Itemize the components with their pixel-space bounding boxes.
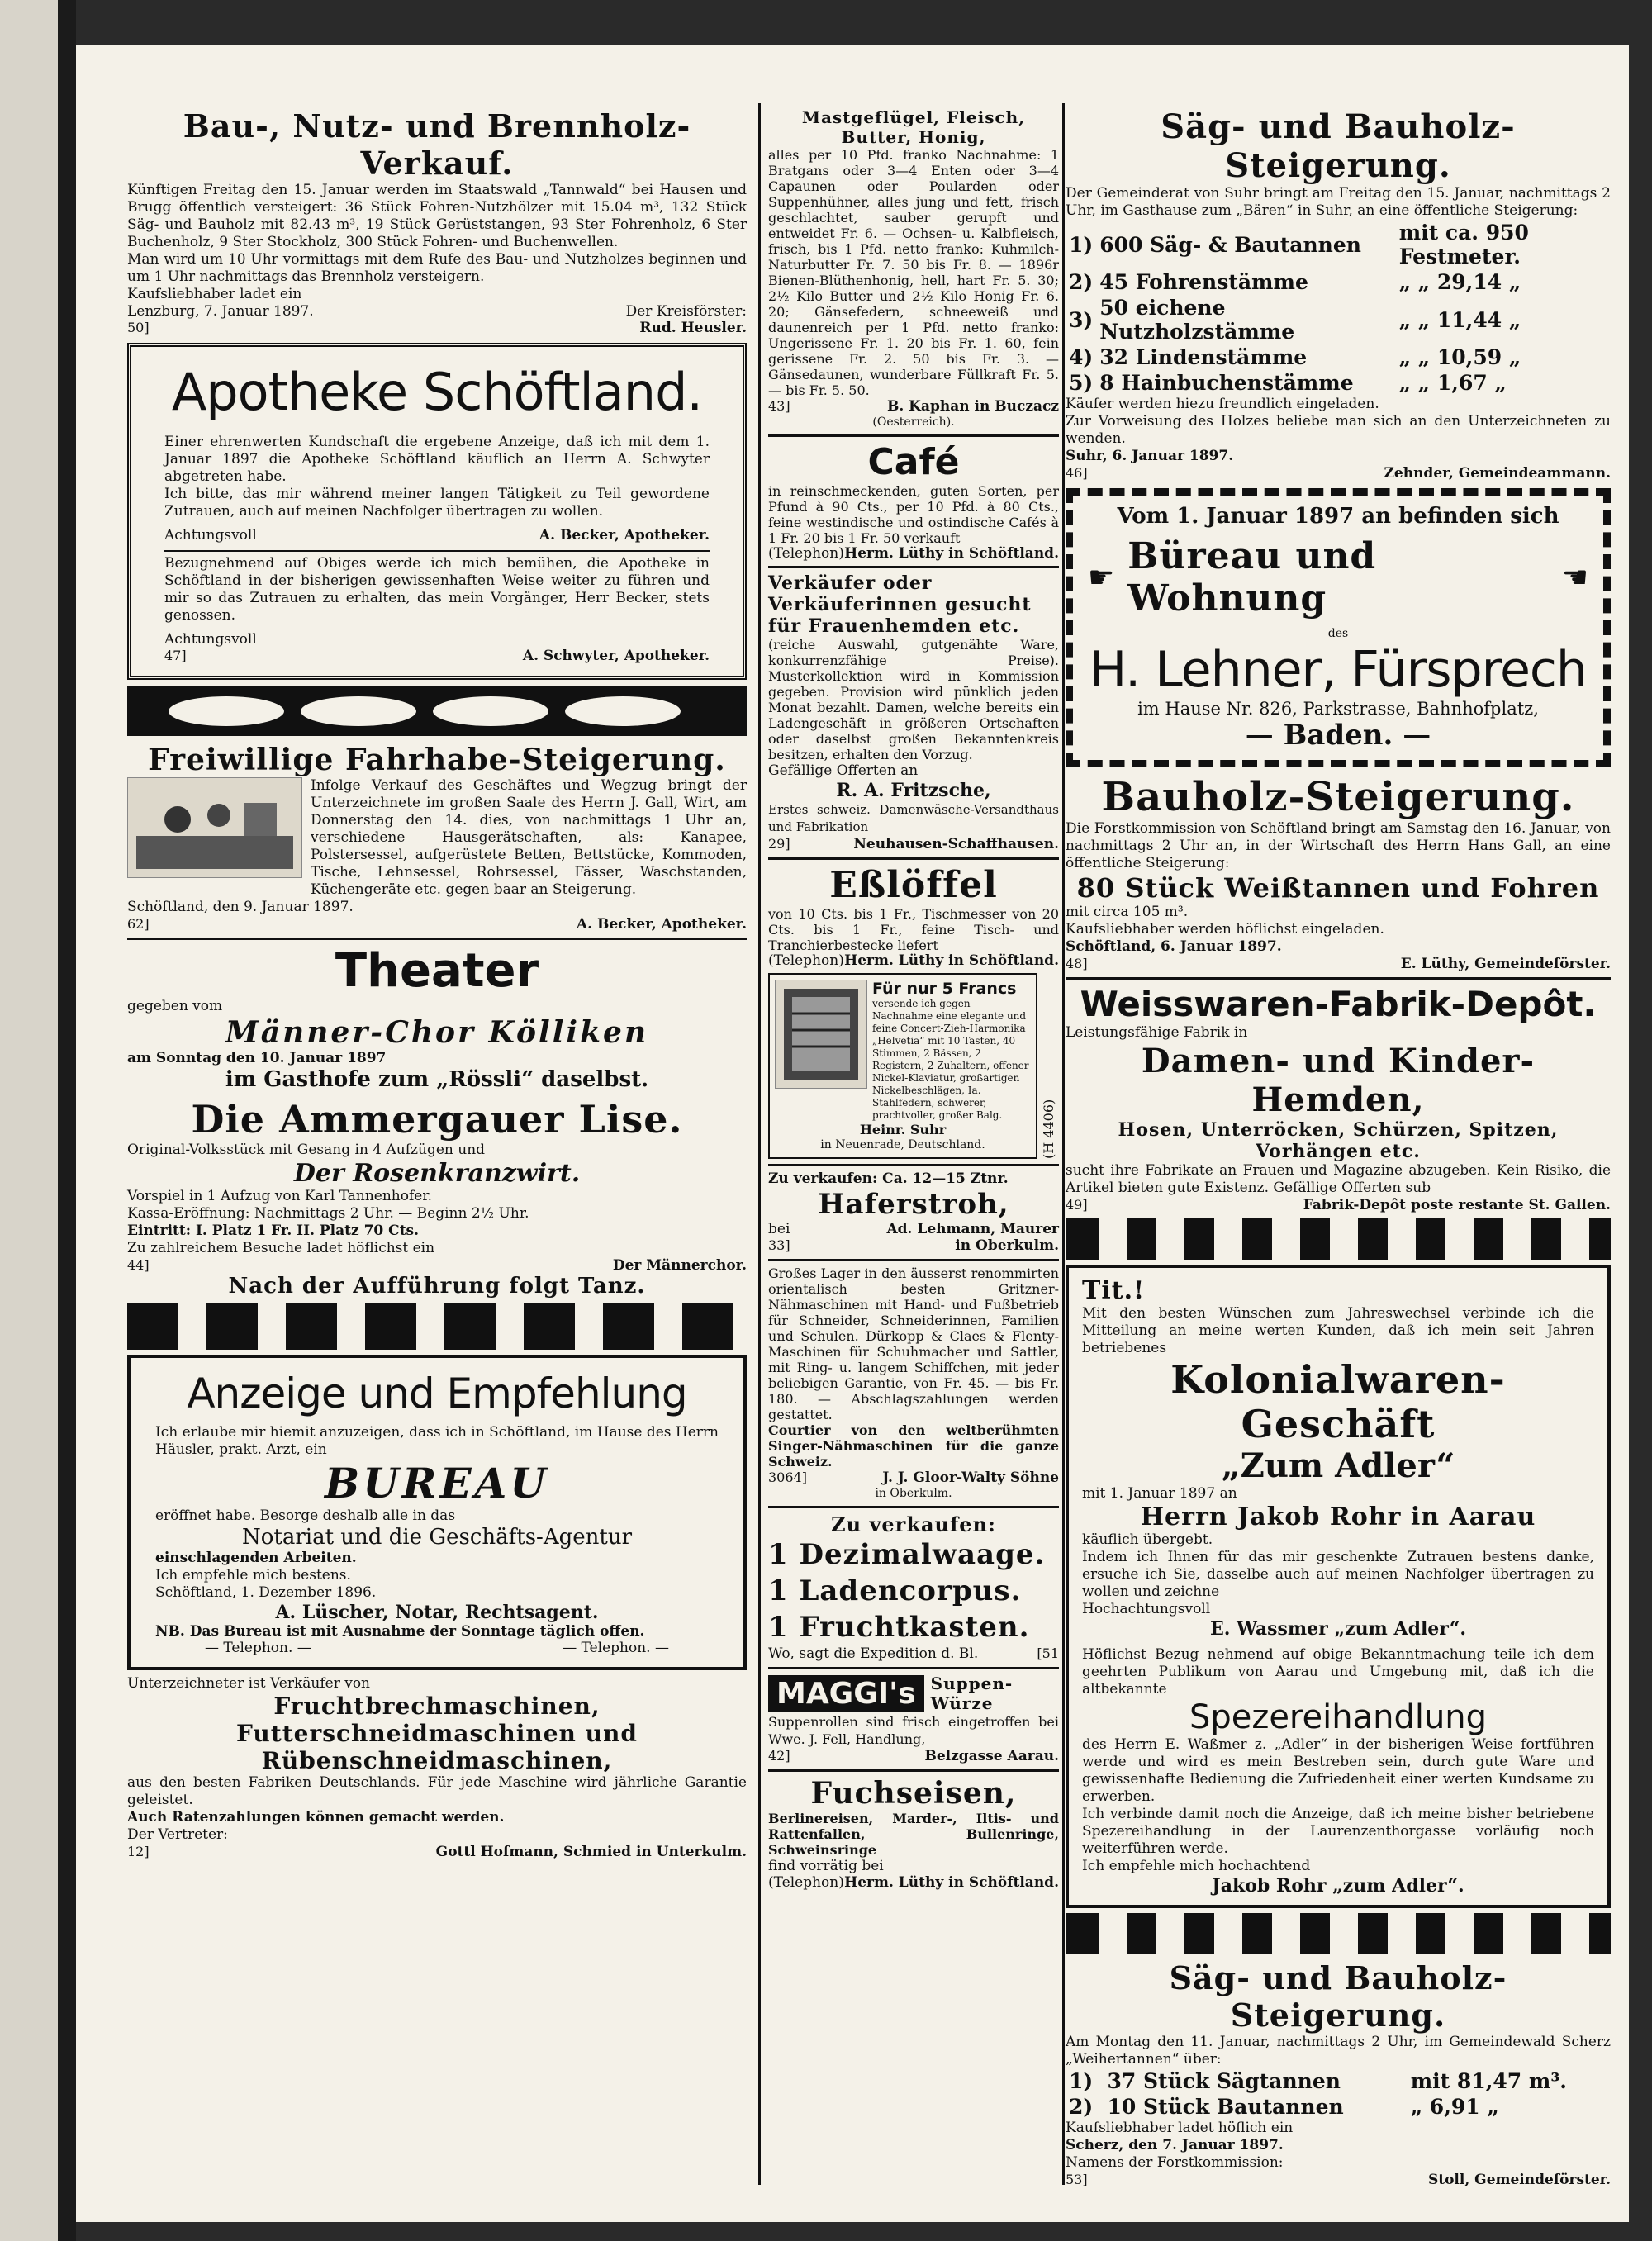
ad-saeg-suhr [1066,107,1611,482]
ad-signer: B. Kaphan in Buczacz [886,398,1059,415]
ad-text: Kaufsliebhaber werden höflichst eingeladen. [1066,921,1384,938]
ad-code: 44] [127,1257,150,1273]
lot-qty: mit 81,47 m³. [1410,2069,1568,2093]
ad-signer: Rud. Heusler. [639,320,747,336]
ad-body: Höflichst Bezug nehmend auf obige Bekanntmachung teile ich dem geehrten Publikum von Aarau und Umgebung mit, daß ich die altbekannte [1082,1646,1594,1697]
ad-body: Ich empfehle mich bestens. [155,1567,351,1583]
lot-item: 32 Lindenstämme [1099,345,1308,369]
ad-code: 43] [768,398,790,414]
ad-text: bei [768,1221,790,1237]
ad-body: Ich verbinde damit noch die Anzeige, daß ich meine bisher betriebene Spezereihandlung in der Laurenzenthorgasse vorläufig noch weiterführen werde. [1082,1806,1594,1857]
ad-body: Gefällige Offerten an [768,762,919,779]
ad-waage [768,1512,1059,1662]
lot-qty: „ „ 29,14 „ [1398,270,1521,294]
ad-title: Suppen-Würze [930,1674,1014,1713]
ad-adler [1066,1265,1611,1908]
ad-code: 48] [1066,956,1088,971]
ad-body: alles per 10 Pfd. franko Nachnahme: 1 Bratgans oder 3—4 Enten oder 3—4 Capaunen oder Poularden oder Suppenhühner, alles jung und fett, frisch geschlachtet, sauber gerupft und entweidet Fr. 6. — Ochsen- u. Kalbfleisch, frisch, bis 1 Pfd. netto franko: Kuhmilch-Naturbutter Fr. 7. 50 bis Fr. 8. — 1896r Bienen-Blüthenhonig, hell, hart Fr. 5. 30; 2½ Kilo Butter und 2½ Kilo Honig Fr. 6. 20; Gänsefedern, schneeweiß und daunenreich per 1 Pfd. netto franko: Ungerissene Fr. 1. 20 bis Fr. 1. 60, fein gerissene Fr. 2. 50 bis Fr. 3. — Gänsedaunen, wunderbare Füllkraft Fr. 5. — bis Fr. 5. 50. [768,147,1059,398]
ad-title: Fuchseisen, [810,1776,1017,1811]
ad-body: Infolge Verkauf des Geschäftes und Wegzug bringt der Unterzeichnete im großen Saale des Herrn J. Gall, Wirt, am Donnerstag den 14. dies, von nachmittags 1 Uhr an, verschiedene Hausgerätschaften, als: Kanapee, Polstersessel, aufgerüstete Betten, Bettstücke, Kommoden, Tische, Lehnsessel, Rohrsessel, Fässer, Waschstanden, Küchengeräte etc. gegen baar an Steigerung. [311,777,747,898]
lot-n: 2) [1069,270,1094,294]
ad-harmonika [768,973,1059,1159]
ad-holz-verkauf [127,107,747,336]
ad-greeting: Achtungsvoll [164,631,257,648]
ornament-rule [1066,1218,1611,1260]
ad-big: 80 Stück Weißtannen und Fohren [1076,872,1600,904]
ad-text: Zu zahlreichem Besuche ladet höflichst ein [127,1240,435,1256]
ad-signer: R. A. Fritzsche, [836,780,991,801]
lot-n: 1) [1069,2069,1094,2093]
lot-item: 37 Stück Sägtannen [1107,2069,1341,2093]
ad-place: in Oberkulm. [955,1237,1059,1254]
ad-place: Schöftland, den 9. Januar 1897. [127,899,354,915]
ad-apotheke [127,343,747,680]
ad-place: Schöftland, 1. Dezember 1896. [155,1584,377,1601]
lot-row [1066,370,1611,396]
ad-buyer: Herrn Jakob Rohr in Aarau [1140,1503,1536,1531]
ad-salutation: Tit.! [1082,1276,1146,1305]
ornament-rule [127,1303,747,1350]
ad-title: Weisswaren-Fabrik-Depôt. [1080,984,1597,1024]
ad-text: find vorrätig bei [768,1858,884,1874]
ad-code: 12] [127,1844,150,1859]
ad-signer: Herm. Lüthy in Schöftland. [844,545,1059,562]
ad-title: Säg- und Bauholz-Steigerung. [1161,107,1516,185]
auction-illustration [127,777,302,878]
ad-place: Scherz, den 7. Januar 1897. [1066,2137,1284,2153]
ad-greeting: Achtungsvoll [164,527,257,544]
ad-club: Männer-Chor Kölliken [225,1015,649,1050]
ad-signer: Gottl Hofmann, Schmied in Unterkulm. [435,1844,747,1860]
ad-body: Die Forstkommission von Schöftland bringt am Samstag den 16. Januar, von nachmittags 2 Uhr an, in der Wirtschaft des Herrn Hans Gall, an eine öffentliche Steigerung: [1066,820,1611,871]
ad-service: Notariat und die Geschäfts-Agentur [242,1525,632,1550]
lots-table [1066,220,1611,396]
ad-code: 49] [1066,1197,1088,1213]
pointing-hand-icon: ☛ [1088,560,1115,595]
ad-text: Nach der Aufführung folgt Tanz. [228,1274,646,1299]
ad-title: Haferstroh, [818,1188,1009,1221]
ad-body: Ich bitte, das mir während meiner langen Tätigkeit zu Teil gewordene Zutrauen, auch auf meinen Nachfolger übertragen zu wollen. [164,486,710,520]
column-rule [1062,103,1065,2185]
ad-signer: Jakob Rohr „zum Adler“. [1212,1875,1464,1897]
ad-scherz [1066,1959,1611,2188]
ad-code: 29] [768,836,790,852]
ad-city: — Baden. — [1245,719,1431,752]
ad-body: von 10 Cts. bis 1 Fr., Tischmesser von 20 Cts. bis 1 Fr., feine Tisch- und Tranchierbestecke liefert [768,906,1059,953]
ad-code: 53] [1066,2172,1088,2187]
ad-bauholz [1066,774,1611,972]
ornament-rule [127,686,747,736]
ad-title: Fruchtbrechmaschinen, Futterschneidmaschinen und Rübenschneidmaschinen, [236,1693,638,1774]
ad-signer: Herm. Lüthy in Schöftland. [844,952,1059,969]
ornament-rule [1066,1913,1611,1954]
ad-body: Berlinereisen, Marder-, Iltis- und Rattenfallen, Bullenringe, Schweinsringe [768,1811,1059,1858]
ad-lehner [1066,488,1611,767]
ad-body: Indem ich Ihnen für das mir geschenkte Zutrauen bestens danke, ersuche ich Sie, dasselbe auch auf meinen Nachfolger übertragen zu wollen und zeichne [1082,1549,1594,1600]
ad-verkaeufer [768,572,1059,852]
ad-maschinen [127,1675,747,1860]
lot-row [1066,2068,1611,2094]
ad-fuchseisen [768,1776,1059,1890]
ad-body: Man wird um 10 Uhr vormittags mit dem Rufe des Bau- und Nutzholzes beginnen und um 1 Uhr nachmittags das Brennholz versteigern. [127,251,747,285]
ad-body: eröffnet habe. Besorge deshalb alle in das [155,1507,456,1524]
ad-items: Hosen, Unterröcken, Schürzen, Spitzen, Vorhängen etc. [1118,1119,1559,1162]
ad-weisswaren [1066,984,1611,1213]
ad-office: Der Vertreter: [127,1826,228,1843]
ad-essloeffel [768,864,1059,968]
ad-signer: A. Becker, Apotheker. [576,916,747,933]
ad-shop: Spezereihandlung [1189,1698,1488,1736]
ad-office: Namens der Forstkommission: [1066,2154,1284,2171]
ad-title: Freiwillige Fahrhabe-Steigerung. [148,743,726,777]
ad-text: Leistungsfähige Fabrik in [1066,1024,1248,1041]
ad-code: 47] [164,648,187,663]
ad-text: Vorspiel in 1 Aufzug von Karl Tannenhofer. [127,1188,432,1204]
ad-code: 50] [127,320,150,335]
ad-body: Einer ehrenwerten Kundschaft die ergebene Anzeige, daß ich mit dem 1. Januar 1897 die Apotheke Schöftland käuflich an Herrn A. Schwyter abgetreten habe. [164,434,710,485]
ad-body: aus den besten Fabriken Deutschlands. Für jede Maschine wird jährliche Garantie geleistet. [127,1774,747,1808]
harmonika-illustration [775,980,867,1089]
newspaper-page [76,45,1629,2222]
ad-title: Für nur 5 Francs [872,980,1017,998]
ad-place: in Neuenrade, Deutschland. [820,1138,985,1151]
ad-signer: A. Becker, Apotheker. [539,527,710,544]
ad-office: Der Kreisförster: [625,303,747,320]
ad-body: Bezugnehmend auf Obiges werde ich mich bemühen, die Apotheke in Schöftland in der bisherigen gewissenhaften Weise weiter zu führen und mir so das Zutrauen zu erhalten, das mein Vorgänger, Herr Becker, stets genossen. [164,555,710,624]
ad-body: Auch Ratenzahlungen können gemacht werden. [127,1809,505,1826]
telephon-label: — Telephon. — [563,1640,669,1656]
ad-maggi [768,1674,1059,1764]
ad-title: Büreau und Wohnung [1127,535,1377,620]
ad-prices: Eintritt: I. Platz 1 Fr. II. Platz 70 Cts. [127,1223,420,1239]
lot-row [1066,2094,1611,2120]
lot-item: 8 Hainbuchenstämme [1099,371,1354,395]
lot-item: 50 eichene Nutzholzstämme [1099,296,1295,344]
column-left [127,107,747,1865]
ad-body: Künftigen Freitag den 15. Januar werden im Staatswald „Tannwald“ bei Hausen und Brugg öffentlich versteigert: 36 Stück Fohren-Nutzhölzer mit 15.04 m³, 132 Stück Säg- und Bauholz mit 82.43 m³, 19 Stück Gerüststangen, 93 Ster Fohrenholz, 6 Ster Buchenholz, 9 Ster Stockholz, 300 Stück Fohren- und Buchenwellen. [127,182,747,250]
ad-place: Belzgasse Aarau. [924,1748,1059,1764]
ad-place: Schöftland, 6. Januar 1897. [1066,938,1282,955]
ad-text: gegeben vom [127,998,223,1014]
waage-item: 1 Fruchtkasten. [768,1611,1030,1644]
ad-title: Bauholz-Steigerung. [1101,774,1575,820]
ad-place: in Oberkulm. [875,1487,952,1500]
ad-service: einschlagenden Arbeiten. [155,1550,357,1566]
ad-title: Verkäufer oder Verkäuferinnen gesucht für Frauenhemden etc. [768,572,1032,637]
ad-greeting: Hochachtungsvoll [1082,1601,1211,1617]
ad-address: im Hause Nr. 826, Parkstrasse, Bahnhofplatz, [1137,699,1539,719]
ad-code: 46] [1066,465,1088,481]
ad-body: in reinschmeckenden, guten Sorten, per Pfund à 90 Cts., per 10 Pfd. à 80 Cts., feine westindische und ostindische Cafés à 1 Fr. 20 bis 1 Fr. 50 verkauft [768,483,1059,546]
lot-item: 10 Stück Bautannen [1107,2095,1344,2119]
ad-venue: im Gasthofe zum „Rössli“ daselbst. [225,1067,649,1092]
lot-qty: „ „ 10,59 „ [1398,345,1521,369]
ad-body: Courtier von den weltberühmten Singer-Nähmaschinen für die ganze Schweiz. [768,1422,1059,1469]
ad-play: Der Rosenkranzwirt. [293,1159,581,1188]
ad-intro: Unterzeichneter ist Verkäufer von [127,1675,371,1692]
ad-bureau [127,1355,747,1670]
ad-code: 62] [127,916,150,932]
ad-title: Kolonialwaren-Geschäft [1170,1357,1506,1446]
maggi-logo: MAGGI's [768,1675,924,1712]
ad-title: Café [867,441,960,483]
ad-note: Zur Vorweisung des Holzes beliebe man sich an den Unterzeichneten zu wenden. [1066,413,1611,447]
page-edge [0,0,76,2241]
ad-text: Wo, sagt die Expedition d. Bl. [768,1645,979,1662]
telephon-label: (Telephon) [768,545,844,562]
ad-big: BUREAU [325,1459,549,1507]
ad-signer: E. Wassmer „zum Adler“. [1209,1618,1467,1640]
ad-body: (reiche Auswahl, gutgenähte Ware, konkurrenzfähige Preise). Musterkollektion wird in Kommission gegeben. Provision wird pünklich jeden Monat bezahlt. Damen, welche bereits ein Ladengeschäft in größeren Ortschaften oder daselbst großen Bekanntenkreis besitzen, erhalten den Vorzug. [768,637,1059,762]
lot-row [1066,220,1611,269]
ad-text: Vom 1. Januar 1897 an befinden sich [1117,504,1559,529]
ad-place: Suhr, 6. Januar 1897. [1066,448,1234,464]
ad-fahrhabe [127,743,747,933]
column-rule [758,103,761,2185]
ad-big: Damen- und Kinder-Hemden, [1141,1042,1536,1119]
ad-signer: Stoll, Gemeindeförster. [1427,2172,1611,2188]
ad-title: Eßlöffel [829,864,998,906]
ad-text: des [1327,627,1349,640]
telephon-label: — Telephon. — [205,1640,311,1656]
ad-body: Suppenrollen sind frisch eingetroffen bei Wwe. J. Fell, Handlung, [768,1714,1059,1747]
ad-code: [51 [1037,1645,1059,1661]
telephon-label: (Telephon) [768,1874,844,1891]
ad-place: (Oesterreich). [872,415,955,429]
ad-title: Säg- und Bauholz-Steigerung. [1169,1959,1507,2034]
ad-place: Lenzburg, 7. Januar 1897. [127,303,314,320]
ad-signer: Herm. Lüthy in Schöftland. [844,1874,1059,1891]
column-middle [768,107,1059,1895]
ad-intro: Zu verkaufen: Ca. 12—15 Ztnr. [768,1170,1009,1187]
ad-qty: mit circa 105 m³. [1066,904,1189,920]
ad-signer: E. Lüthy, Gemeindeförster. [1400,956,1611,972]
telephon-label: (Telephon) [768,952,844,969]
ad-body: Kaufsliebhaber ladet ein [127,286,302,302]
ad-signer: Zehnder, Gemeindeammann. [1384,465,1611,482]
lot-qty: „ „ 1,67 „ [1398,371,1507,395]
lot-qty: mit ca. 950 Festmeter. [1398,221,1529,268]
ad-naehmaschinen [768,1265,1059,1501]
ad-haferstroh [768,1170,1059,1254]
ad-body: mit 1. Januar 1897 an [1082,1485,1237,1502]
ad-cafe [768,441,1059,561]
lot-n: 4) [1069,345,1094,369]
ad-body: Der Gemeinderat von Suhr bringt am Freitag den 15. Januar, nachmittags 2 Uhr, im Gasthause zum „Bären“ in Suhr, an eine öffentliche Steigerung: [1066,185,1611,219]
ad-text: Kaufsliebhaber ladet höflich ein [1066,2120,1294,2136]
ad-note: Käufer werden hiezu freundlich eingeladen. [1066,396,1379,412]
ad-signer: Erstes schweiz. Damenwäsche-Versandthaus und Fabrikation [768,802,1059,834]
lots-table [1066,2068,1611,2120]
lot-n: 2) [1069,2095,1094,2119]
ad-note: NB. Das Bureau ist mit Ausnahme der Sonntage täglich offen. [155,1623,645,1640]
ad-body: Am Montag den 11. Januar, nachmittags 2 Uhr, im Gemeindewald Scherz „Weihertannen“ über: [1066,2034,1611,2068]
ad-intro: Zu verkaufen: [831,1512,996,1536]
lot-n: 5) [1069,371,1094,395]
ad-body: Ich erlaube mir hiemit anzuzeigen, dass ich in Schöftland, im Hause des Herrn Häusler, prakt. Arzt, ein [155,1424,719,1458]
ad-code: 42] [768,1748,790,1764]
ad-title: Apotheke Schöftland. [171,362,703,422]
lot-qty: „ 6,91 „ [1410,2095,1499,2119]
lot-row [1066,295,1611,344]
ad-body: sucht ihre Fabrikate an Frauen und Magazine abzugeben. Kein Risiko, die Artikel bieten gute Existenz. Gefällige Offerten sub [1066,1162,1611,1196]
ad-text: Original-Volksstück mit Gesang in 4 Aufzügen und [127,1142,486,1158]
ad-greeting: Ich empfehle mich hochachtend [1082,1858,1311,1874]
waage-item: 1 Dezimalwaage. [768,1538,1046,1571]
lot-n: 3) [1069,307,1094,332]
ad-body: des Herrn E. Waßmer z. „Adler“ in der bisherigen Weise fortführen werde und wird es mein Bestreben sein, durch gute Ware und gewissenhafte Bedienung die Zufriedenheit einer werten Kundsame zu erwerben. [1082,1736,1594,1805]
ad-signer: Heinr. Suhr [859,1122,947,1137]
ad-address: Fabrik-Depôt poste restante St. Gallen. [1303,1197,1611,1213]
lot-n: 1) [1069,232,1094,257]
ad-body: versende ich gegen Nachnahme eine elegante und feine Concert-Zieh-Harmonika „Helvetia“ mit 10 Tasten, 40 Stimmen, 2 Bässen, 2 Registern, 2 Zuhaltern, offener Nickel-Klaviatur, großartigen Nickelbeschlägen, Ia. Stahlfedern, schwerer, prachtvoller, großer Balg. [872,998,1029,1121]
ad-play: Die Ammergauer Lise. [191,1097,683,1142]
ad-title: Mastgeflügel, Fleisch, Butter, Honig, [801,107,1026,147]
pointing-hand-icon: ☚ [1561,560,1588,595]
ad-signer: A. Lüscher, Notar, Rechtsagent. [275,1602,599,1623]
ad-title: Theater [335,944,539,998]
ad-signer: Ad. Lehmann, Maurer [886,1221,1059,1237]
ad-signer: J. J. Gloor-Walty Söhne [882,1469,1059,1486]
ad-code: 3064] [768,1469,807,1485]
lot-row [1066,344,1611,370]
ad-signer: Der Männerchor. [612,1257,747,1274]
lot-qty: „ „ 11,44 „ [1398,307,1521,332]
ad-title: „Zum Adler“ [1221,1446,1455,1485]
ad-code: (H 4406) [1041,1099,1056,1159]
ad-code: 33] [768,1237,790,1253]
ad-body: Mit den besten Wünschen zum Jahreswechsel verbinde ich die Mitteilung an meine werten Kunden, daß ich mein seit Jahren betriebenes [1082,1305,1594,1356]
ad-gefluegel [768,107,1059,430]
waage-item: 1 Ladencorpus. [768,1574,1022,1607]
ad-place: Neuhausen-Schaffhausen. [853,836,1059,852]
ad-theater [127,944,747,1299]
ad-title: Anzeige und Empfehlung [187,1370,687,1417]
lot-row [1066,269,1611,295]
ad-signer: A. Schwyter, Apotheker. [522,648,710,664]
column-right [1066,107,1611,2193]
ad-body: Großes Lager in den äusserst renommirten orientalisch besten Gritzner-Nähmaschinen mit Hand- und Fußbetrieb für Schneider, Schneiderinnen, Familien und Schulen. Dürkopp & Claes & Flenty-Maschinen für Schuhmacher und Sattler, mit Ring- u. langem Schiffchen, mit jeder beliebigen Garantie, von Fr. 45. — bis Fr. 180. — Abschlagszahlungen werden gestattet. [768,1265,1059,1422]
ad-body: käuflich übergebt. [1082,1531,1213,1548]
ad-text: Kassa-Eröffnung: Nachmittags 2 Uhr. — Beginn 2½ Uhr. [127,1205,529,1222]
lot-item: 600 Säg- & Bautannen [1099,232,1361,257]
ad-date: am Sonntag den 10. Januar 1897 [127,1050,387,1066]
ad-name: H. Lehner, Fürsprech [1089,641,1587,699]
ad-title: Bau-, Nutz- und Brennholz-Verkauf. [183,107,691,182]
lot-item: 45 Fohrenstämme [1099,270,1308,294]
